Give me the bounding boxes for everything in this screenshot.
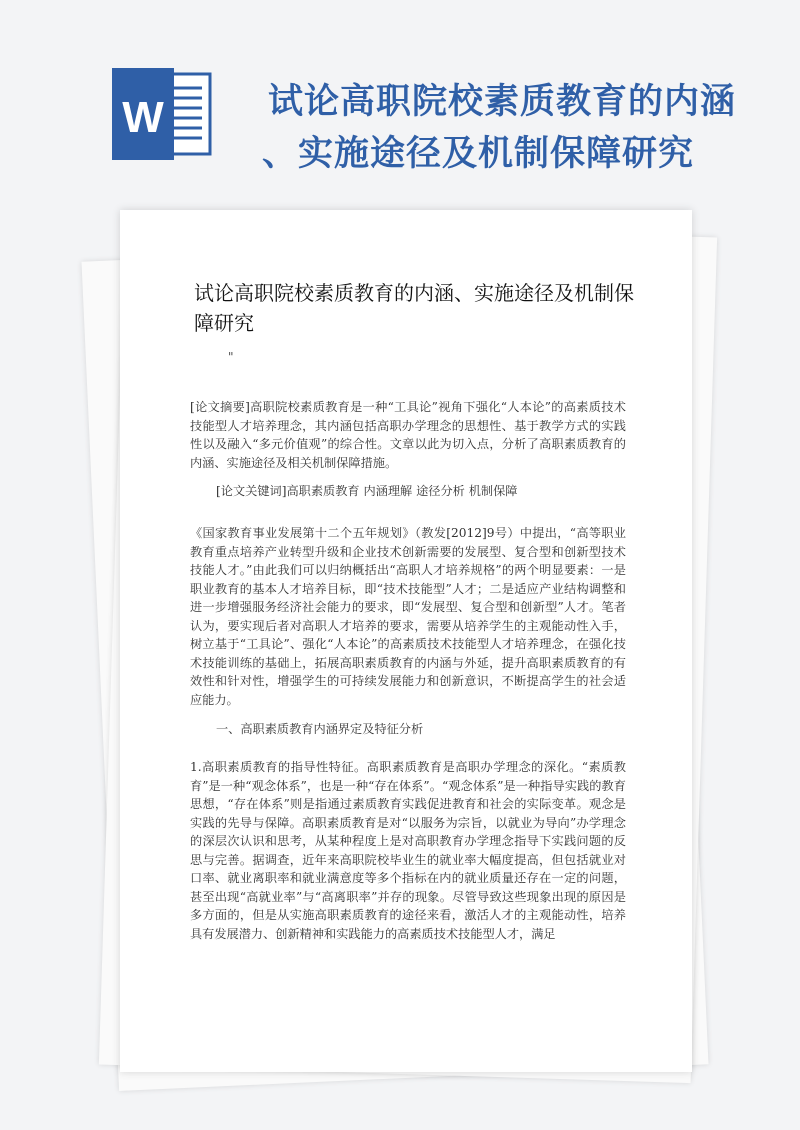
quote-mark: "	[228, 350, 234, 364]
document-page	[120, 210, 692, 1072]
banner-title-line1: 试论高职院校素质教育的内涵	[268, 81, 737, 122]
svg-text:W: W	[122, 93, 164, 142]
banner-title-line2: 、实施途径及机制保障研究	[262, 133, 695, 174]
word-document-icon	[110, 68, 214, 160]
header-banner	[0, 0, 800, 210]
body-paragraph: 1.高职素质教育的指导性特征。高职素质教育是高职办学理念的深化。“素质教育”是一种“观念体系”，也是一种“存在体系”。“观念体系”是一种指导实践的教育思想，“存在体系”则是指通过素质教育实践促进教育和社会的实际变革。观念是实践的先导与保障。高职素质教育是对“以服务为宗旨，以就业为导向”办学理念的深层次认识和思考，从某种程度上是对高职教育办学理念指导下实践问题的反思与完善。据调查，近年来高职院校毕业生的就业率大幅度提高，但包括就业对口率、就业离职率和就业满意度等多个指标在内的就业质量还存在一定的问题，甚至出现“高就业率”与“高离职率”并存的现象。尽管导致这些现象出现的原因是多方面的，但是从实施高职素质教育的途径来看，激活人才的主观能动性，培养具有发展潜力、创新精神和实践能力的高素质技术技能型人才，满足	[190, 760, 626, 941]
section-heading: 一、高职素质教育内涵界定及特征分析	[216, 722, 424, 736]
intro-paragraph: 《国家教育事业发展第十二个五年规划》（教发[2012]9号）中提出，“高等职业教育重点培养产业转型升级和企业技术创新需要的发展型、复合型和创新型技术技能人才。”由此我们可以归纳概括出“高职人才培养规格”的两个明显要素：一是职业教育的基本人才培养目标，即“技术技能型”人才；二是适应产业结构调整和进一步增强服务经济社会能力的要求，即“发展型、复合型和创新型”人才。笔者认为，要实现后者对高职人才培养的要求，需要从培养学生的主观能动性入手，树立基于“工具论”、强化“人本论”的高素质技术技能型人才培养理念，在强化技术技能训练的基础上，拓展高职素质教育的内涵与外延，提升高职素质教育的有效性和针对性，增强学生的可持续发展能力和创新意识，不断提高学生的社会适应能力。	[190, 526, 626, 707]
abstract-paragraph: [论文摘要]高职院校素质教育是一种“工具论”视角下强化“人本论”的高素质技术技能型人才培养理念，其内涵包括高职办学理念的思想性、基于教学方式的实践性以及融入“多元价值观”的综合性。文章以此为切入点，分析了高职素质教育的内涵、实施途径及相关机制保障措施。	[190, 400, 626, 470]
keywords-line: [论文关键词]高职素质教育 内涵理解 途径分析 机制保障	[216, 484, 518, 498]
document-title: 试论高职院校素质教育的内涵、实施途径及机制保障研究	[194, 281, 634, 335]
